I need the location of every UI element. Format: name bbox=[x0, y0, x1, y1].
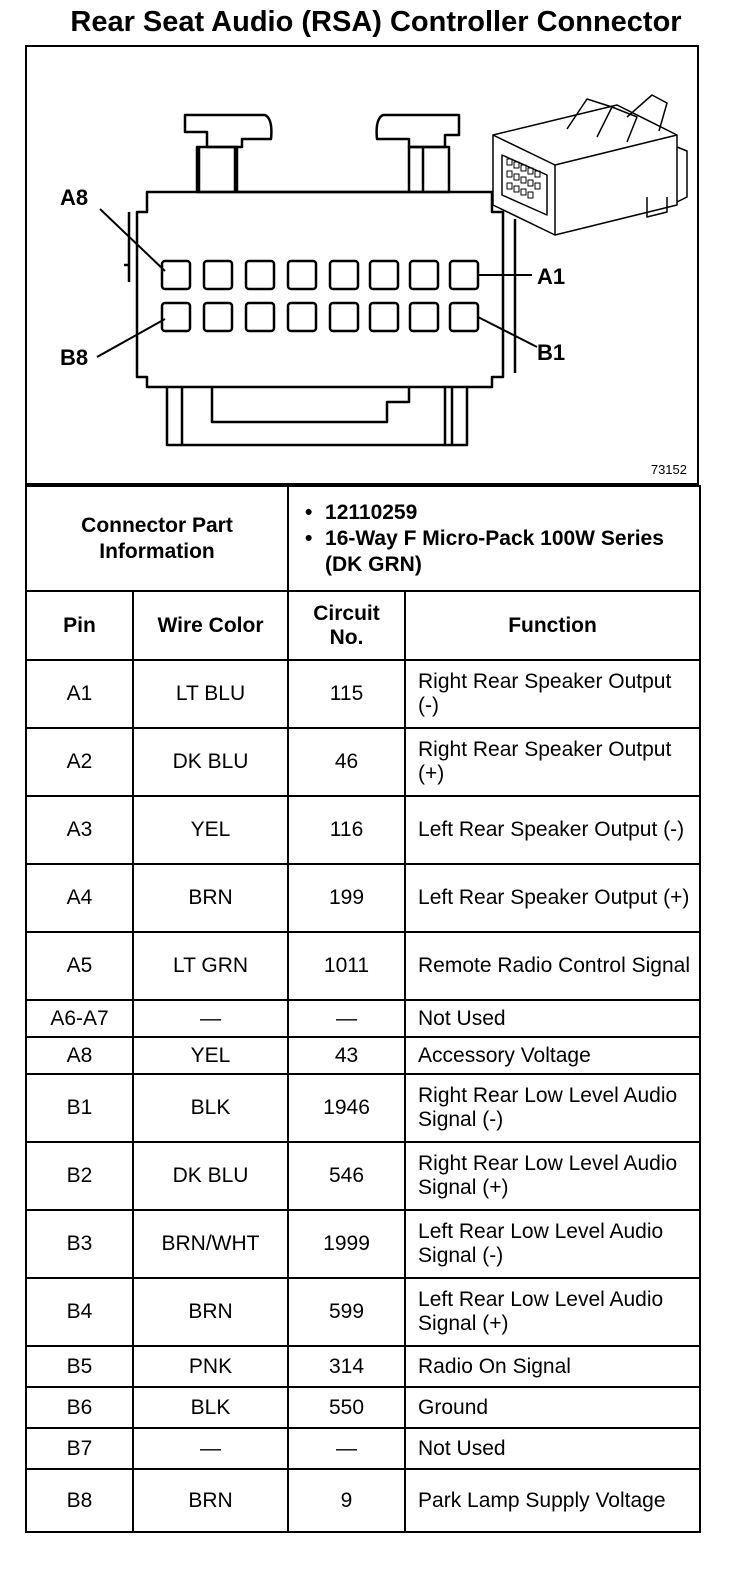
cell-function: Accessory Voltage bbox=[405, 1037, 700, 1074]
table-row bbox=[26, 1000, 700, 1037]
cell-pin: B3 bbox=[26, 1210, 133, 1278]
cell-pin: B6 bbox=[26, 1387, 133, 1428]
cell-pin: A8 bbox=[26, 1037, 133, 1074]
cell-function: Left Rear Low Level Audio Signal (-) bbox=[405, 1210, 700, 1278]
pin-label-b1: B1 bbox=[537, 340, 566, 365]
cell-pin: B7 bbox=[26, 1428, 133, 1469]
cell-wire-color: BLK bbox=[133, 1074, 288, 1142]
connector-drawing bbox=[27, 47, 697, 483]
cell-circuit: 43 bbox=[288, 1037, 405, 1074]
cell-circuit: 550 bbox=[288, 1387, 405, 1428]
cell-circuit: 116 bbox=[288, 796, 405, 864]
header-pin: Pin bbox=[26, 591, 133, 660]
table-header-row bbox=[26, 591, 700, 660]
table-row bbox=[26, 1428, 700, 1469]
cell-function: Right Rear Speaker Output (+) bbox=[405, 728, 700, 796]
cell-circuit: 1011 bbox=[288, 932, 405, 1000]
cell-pin: A2 bbox=[26, 728, 133, 796]
cell-circuit: 1999 bbox=[288, 1210, 405, 1278]
table-row bbox=[26, 728, 700, 796]
table-row bbox=[26, 932, 700, 1000]
cell-pin: A5 bbox=[26, 932, 133, 1000]
connector-info-list bbox=[297, 500, 691, 578]
cell-function: Right Rear Speaker Output (-) bbox=[405, 660, 700, 728]
cell-function: Ground bbox=[405, 1387, 700, 1428]
cell-wire-color: YEL bbox=[133, 1037, 288, 1074]
table-row bbox=[26, 796, 700, 864]
cell-pin: A6-A7 bbox=[26, 1000, 133, 1037]
cell-wire-color: LT GRN bbox=[133, 932, 288, 1000]
cell-function: Not Used bbox=[405, 1000, 700, 1037]
connector-diagram bbox=[25, 45, 699, 485]
cell-pin: B1 bbox=[26, 1074, 133, 1142]
connector-isometric-icon bbox=[493, 95, 687, 235]
header-circuit: Circuit No. bbox=[288, 591, 405, 660]
cell-circuit: — bbox=[288, 1428, 405, 1469]
cell-wire-color: — bbox=[133, 1000, 288, 1037]
cell-function: Not Used bbox=[405, 1428, 700, 1469]
table-row bbox=[26, 660, 700, 728]
cell-circuit: 1946 bbox=[288, 1074, 405, 1142]
connector-info-label: Connector Part Information bbox=[26, 486, 288, 591]
cell-wire-color: YEL bbox=[133, 796, 288, 864]
cell-pin: B4 bbox=[26, 1278, 133, 1346]
cell-function: Remote Radio Control Signal bbox=[405, 932, 700, 1000]
connector-info-values bbox=[288, 486, 700, 591]
header-function: Function bbox=[405, 591, 700, 660]
table-row bbox=[26, 1210, 700, 1278]
table-body bbox=[26, 660, 700, 1532]
cell-circuit: 546 bbox=[288, 1142, 405, 1210]
table-row bbox=[26, 1278, 700, 1346]
cell-function: Left Rear Low Level Audio Signal (+) bbox=[405, 1278, 700, 1346]
cell-circuit: 199 bbox=[288, 864, 405, 932]
cell-wire-color: BRN/WHT bbox=[133, 1210, 288, 1278]
cell-circuit: 115 bbox=[288, 660, 405, 728]
cell-wire-color: PNK bbox=[133, 1346, 288, 1387]
table-row bbox=[26, 1142, 700, 1210]
cell-circuit: 599 bbox=[288, 1278, 405, 1346]
cell-pin: A1 bbox=[26, 660, 133, 728]
connector-part-number: • 12110259 bbox=[325, 500, 691, 526]
table-row bbox=[26, 1037, 700, 1074]
pin-label-a1: A1 bbox=[537, 264, 566, 289]
cell-pin: B2 bbox=[26, 1142, 133, 1210]
cell-pin: B5 bbox=[26, 1346, 133, 1387]
cell-pin: B8 bbox=[26, 1469, 133, 1532]
cell-circuit: 314 bbox=[288, 1346, 405, 1387]
diagram-code: 73152 bbox=[650, 462, 687, 477]
table-row bbox=[26, 864, 700, 932]
cell-wire-color: BRN bbox=[133, 1278, 288, 1346]
table-row bbox=[26, 1387, 700, 1428]
cell-wire-color: LT BLU bbox=[133, 660, 288, 728]
cell-function: Right Rear Low Level Audio Signal (+) bbox=[405, 1142, 700, 1210]
cell-wire-color: DK BLU bbox=[133, 1142, 288, 1210]
cell-pin: A4 bbox=[26, 864, 133, 932]
header-wire-color: Wire Color bbox=[133, 591, 288, 660]
cell-circuit: 46 bbox=[288, 728, 405, 796]
cell-pin: A3 bbox=[26, 796, 133, 864]
table-row bbox=[26, 1469, 700, 1532]
pin-label-b8: B8 bbox=[60, 345, 89, 370]
table-row bbox=[26, 1346, 700, 1387]
cell-function: Radio On Signal bbox=[405, 1346, 700, 1387]
cell-wire-color: BRN bbox=[133, 1469, 288, 1532]
pinout-table bbox=[25, 485, 701, 1533]
table-row bbox=[26, 1074, 700, 1142]
connector-description: • 16-Way F Micro-Pack 100W Series (DK GRN) bbox=[325, 526, 691, 578]
cell-wire-color: DK BLU bbox=[133, 728, 288, 796]
cell-function: Left Rear Speaker Output (-) bbox=[405, 796, 700, 864]
cell-circuit: — bbox=[288, 1000, 405, 1037]
pin-label-a8: A8 bbox=[60, 185, 89, 210]
cell-wire-color: BRN bbox=[133, 864, 288, 932]
cell-circuit: 9 bbox=[288, 1469, 405, 1532]
connector-info-row bbox=[26, 486, 700, 591]
cell-function: Park Lamp Supply Voltage bbox=[405, 1469, 700, 1532]
cell-function: Right Rear Low Level Audio Signal (-) bbox=[405, 1074, 700, 1142]
cell-wire-color: — bbox=[133, 1428, 288, 1469]
page-title: Rear Seat Audio (RSA) Controller Connector bbox=[70, 6, 682, 38]
cell-wire-color: BLK bbox=[133, 1387, 288, 1428]
cell-function: Left Rear Speaker Output (+) bbox=[405, 864, 700, 932]
